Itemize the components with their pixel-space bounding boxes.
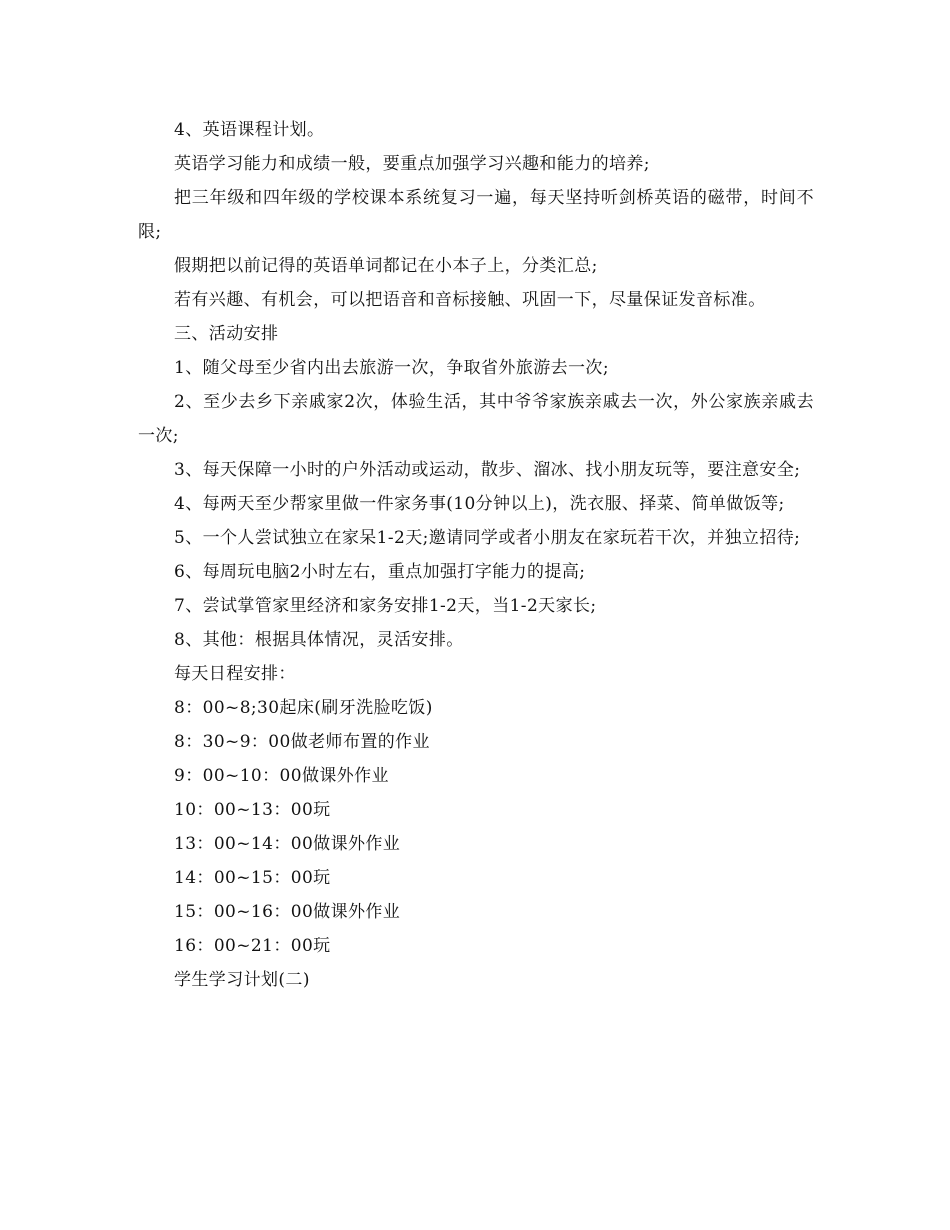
schedule-item: 15：00~16：00做课外作业: [174, 902, 401, 922]
list-item: 6、每周玩电脑2小时左右，重点加强打字能力的提高;: [174, 562, 586, 582]
list-item: 3、每天保障一小时的户外活动或运动，散步、溜冰、找小朋友玩等，要注意安全;: [174, 460, 801, 480]
section-heading-english-plan: 4、英语课程计划。: [174, 120, 325, 140]
list-item: 5、一个人尝试独立在家呆1-2天;邀请同学或者小朋友在家玩若干次，并独立招待;: [174, 528, 801, 548]
paragraph: 若有兴趣、有机会，可以把语音和音标接触、巩固一下，尽量保证发音标准。: [174, 290, 766, 310]
section-heading-study-plan-2: 学生学习计划(二): [174, 970, 310, 990]
schedule-item: 9：00~10：00做课外作业: [174, 766, 389, 786]
document-body: [138, 113, 814, 997]
schedule-item: 10：00~13：00玩: [174, 800, 331, 820]
schedule-item: 16：00~21：00玩: [174, 936, 331, 956]
schedule-item: 8：30~9：00做老师布置的作业: [174, 732, 430, 752]
paragraph: 假期把以前记得的英语单词都记在小本子上，分类汇总;: [174, 256, 598, 276]
schedule-heading: 每天日程安排：: [174, 664, 296, 684]
section-heading-activities: 三、活动安排: [174, 324, 279, 344]
paragraph: 英语学习能力和成绩一般，要重点加强学习兴趣和能力的培养;: [174, 154, 650, 174]
paragraph: 把三年级和四年级的学校课本系统复习一遍，每天坚持听剑桥英语的磁带，时间不限;: [138, 188, 814, 242]
list-item: 4、每两天至少帮家里做一件家务事(10分钟以上)，洗衣服、择菜、简单做饭等;: [174, 494, 785, 514]
schedule-item: 13：00~14：00做课外作业: [174, 834, 401, 854]
list-item: 2、至少去乡下亲戚家2次，体验生活，其中爷爷家族亲戚去一次，外公家族亲戚去一次;: [138, 392, 814, 446]
schedule-item: 14：00~15：00玩: [174, 868, 331, 888]
schedule-item: 8：00~8;30起床(刷牙洗脸吃饭): [174, 698, 433, 718]
list-item: 8、其他：根据具体情况，灵活安排。: [174, 630, 464, 650]
list-item: 7、尝试掌管家里经济和家务安排1-2天，当1-2天家长;: [174, 596, 597, 616]
list-item: 1、随父母至少省内出去旅游一次，争取省外旅游去一次;: [174, 358, 609, 378]
